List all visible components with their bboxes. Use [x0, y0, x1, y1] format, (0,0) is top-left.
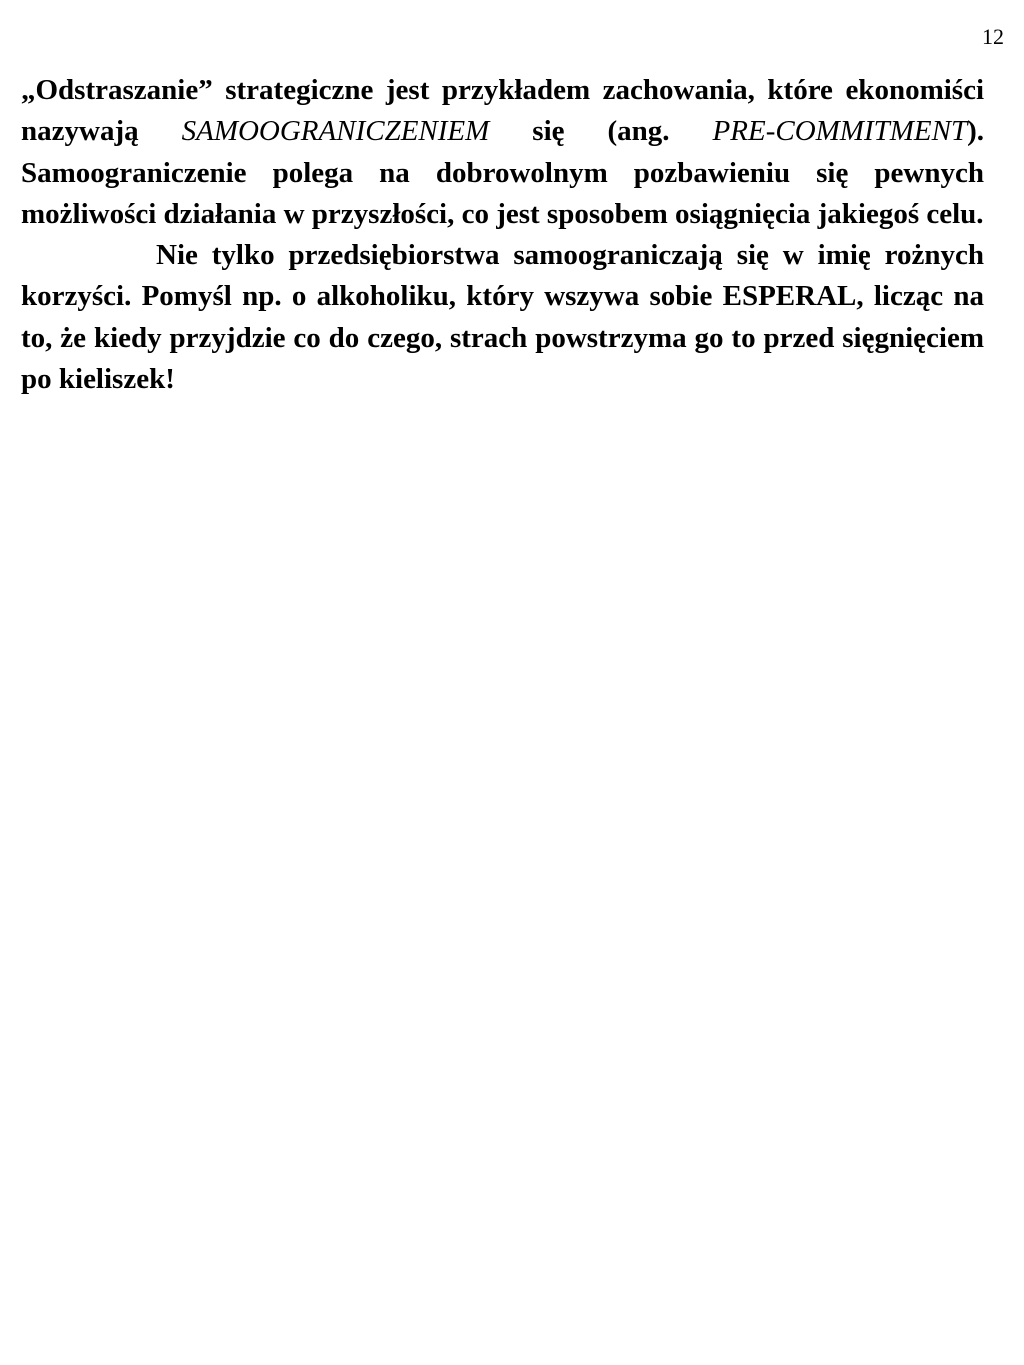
paragraph-2-text: Nie tylko przedsiębiorstwa samoograniczają się w imię rożnych korzyści. Pomyśl np. o alkoholiku, który wszywa sobie ESPERAL, licząc na to, że kiedy przyjdzie co do czego, strach powstrzyma go to przed sięgnięciem po kieliszek! [21, 239, 984, 396]
paragraph-1-part-3: ). Samoograniczenie polega na dobrowolnym pozbawieniu się pewnych możliwości działania w przyszłości, co jest sposobem osiągnięcia jakiegoś celu. [21, 115, 984, 230]
paragraph-1 [21, 70, 984, 235]
term-samoograniczeniem: SAMOOGRANICZENIEM [181, 115, 490, 148]
body-text [21, 70, 984, 400]
term-pre-commitment: PRE-COMMITMENT [712, 115, 968, 148]
paragraph-2 [21, 235, 984, 400]
page-number: 12 [982, 24, 1004, 49]
paragraph-1-part-1: „Odstraszanie” strategiczne jest przykładem zachowania, które ekonomiści nazywają [21, 74, 984, 148]
paragraph-1-part-2: się (ang. [489, 115, 713, 148]
